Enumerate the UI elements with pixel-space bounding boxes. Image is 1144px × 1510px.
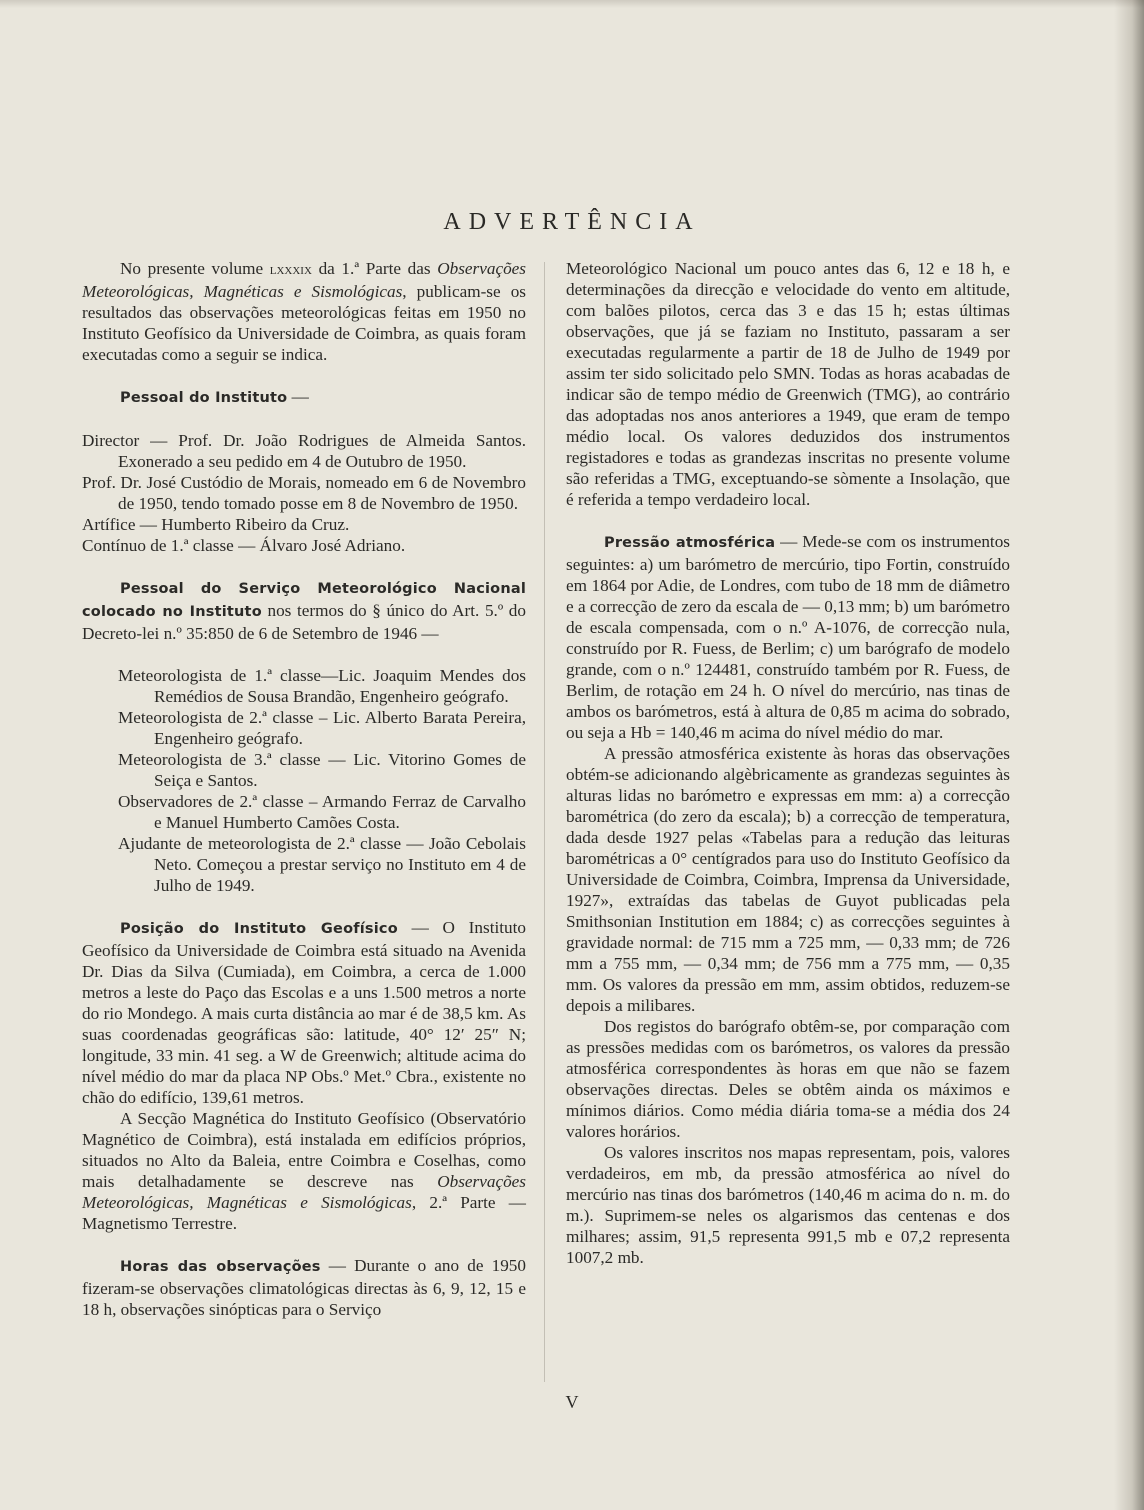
staff-item: Prof. Dr. José Custódio de Morais, nomeado em 6 de Novembro de 1950, tendo tomado posse em 8 de Novembro de 1950. (82, 473, 526, 513)
pressao-text: — Mede-se com os instrumentos seguintes: a) um barómetro de mercúrio, tipo Fortin, construído em 1864 por Adie, de Londres, com tubo de 18 mm de diâmetro e a correcção de zero da escala de — 0,13 mm; b) um barómetro de escala compensada, com o n.º A-1076, de correcção nula, construído por R. Fuess, de Berlim; c) um barógrafo de modelo grande, com o n.º 124481, construído também por R. Fuess, de Berlim, de rotação em 24 h. O nível do mercúrio, nas tinas de ambos os barómetros, está à altura de 0,85 m acima do sobrado, ou seja a Hb = 140,46 m acima do nível médio do mar. (566, 532, 1010, 742)
intro-text-a: No presente volume (120, 259, 270, 278)
heading-smn: Pessoal do Serviço Meteorológico Nacional colocado no Instituto (82, 581, 526, 620)
valores-paragraph: Os valores inscritos nos mapas representam, pois, valores verdadeiros, em mb, da pressão atmosférica ao nível do mercúrio nas tinas dos barómetros (140,46 m acima do n. m. do m.). Suprimem-se neles os algarismos das centenas e dos milhares; assim, 91,5 representa 991,5 mb e 07,2 representa 1007,2 mb. (566, 1143, 1010, 1267)
staff-item: Contínuo de 1.ª classe — Álvaro José Adriano. (82, 536, 406, 555)
heading-horas: Horas das observações (120, 1259, 321, 1275)
right-column (566, 258, 1010, 1268)
smn-staff-item: Meteorologista de 3.ª classe — Lic. Vitorino Gomes de Seiça e Santos. (118, 750, 526, 790)
column-divider (544, 262, 545, 1382)
staff-list (82, 430, 526, 556)
section-pessoal-heading (82, 386, 526, 409)
section-posicao (82, 917, 526, 1108)
horas-continuation: Meteorológico Nacional um pouco antes das 6, 12 e 18 h, e determinações da direcção e velocidade do vento em altitude, com balões pilotos, cerca das 3 e das 15 h; estas últimas observações, que já se faziam no Instituto, passaram a ser executadas regularmente a partir de 18 de Julho de 1949 por assim ter sido solicitado pelo SMN. Todas as horas acabadas de indicar são de tempo médio de Greenwich (TMG), ao contrário das adoptadas nos anos anteriores a 1949, que eram de tempo médio local. Os valores deduzidos dos instrumentos registadores e todas as grandezas inscritas no presente volume são referidas a TMG, exceptuando-se sòmente a Insolação, que é referida a tempo verdadeiro local. (566, 259, 1010, 509)
barografo-paragraph: Dos registos do barógrafo obtêm-se, por comparação com as pressões medidas com os barómetros, os valores da pressão atmosférica correspondentes às horas em que não se fazem observações directas. Deles se obtêm ainda os máximos e mínimos diários. Como média diária toma-se a média dos 24 valores horários. (566, 1017, 1010, 1141)
heading-posicao: Posição do Instituto Geofísico (120, 921, 398, 937)
intro-text-c: , publicam-se os resultados das observações meteorológicas feitas em 1950 no Instituto Geofísico da Universidade de Coimbra, as quais foram executadas como a seguir se indica. (82, 282, 526, 364)
section-seccao-magnetica (82, 1108, 526, 1234)
volume-number: lxxxix (269, 262, 312, 278)
smn-staff-item: Meteorologista de 2.ª classe – Lic. Alberto Barata Pereira, Engenheiro geógrafo. (118, 708, 526, 748)
section-smn (82, 577, 526, 644)
smn-staff-item: Observadores de 2.ª classe – Armando Ferraz de Carvalho e Manuel Humberto Camões Costa. (118, 792, 526, 832)
heading-pressao: Pressão atmosférica (604, 535, 776, 551)
page-number: V (565, 1392, 579, 1412)
smn-staff-item: Ajudante de meteorologista de 2.ª classe — João Cebolais Neto. Começou a prestar serviço no Instituto em 4 de Julho de 1949. (118, 834, 526, 895)
section-horas (82, 1255, 526, 1320)
staff-item: Artífice — Humberto Ribeiro da Cruz. (82, 515, 350, 534)
smn-staff-list (82, 665, 526, 896)
seccao-text: A Secção Magnética do Instituto Geofísico (Observatório Magnético de Coimbra), está instalada em edifícios próprios, situados no Alto da Baleia, entre Coimbra e Coselhas, como mais detalhadamente se descreve nas (82, 1109, 526, 1191)
page-top-edge (0, 0, 1144, 8)
page-title: ADVERTÊNCIA (443, 209, 701, 236)
posicao-text: — O Instituto Geofísico da Universidade de Coimbra está situado na Avenida Dr. Dias da Silva (Cumiada), em Coimbra, a cerca de 1.000 metros a leste do Paço das Escolas e a uns 1.500 metros a norte do rio Mondego. A mais curta distância ao mar é de 38,5 km. As suas coordenadas geográficas são: latitude, 40° 12′ 25″ N; longitude, 33 min. 41 seg. a W de Greenwich; altitude acima do nível médio do mar da placa NP Obs.º Met.º Cbra., existente no chão do edifício, 139,61 metros. (82, 918, 526, 1107)
section-pressao (566, 531, 1010, 743)
staff-item: Director — Prof. Dr. João Rodrigues de Almeida Santos. Exonerado a seu pedido em 4 de Outubro de 1950. (82, 431, 526, 471)
heading-pessoal: Pessoal do Instituto (120, 390, 288, 406)
intro-text-b: da 1.ª Parte das (311, 259, 438, 278)
pressao-paragraph-2: A pressão atmosférica existente às horas das observações obtém-se adicionando algèbricamente as grandezas seguintes às alturas lidas no barómetro e expressas em mm: a) a correcção barométrica (do zero da escala); b) a correcção de temperatura, dada desde 1927 pelas «Tabelas para a redução das leituras barométricas a 0° centígrados para uso do Instituto Geofísico da Universidade de Coimbra, Coimbra, Imprensa da Universidade, 1927», extraídas das tabelas de Guyot publicadas pela Smithsonian Institution em 1884; c) as correcções seguintes à gravidade normal: de 715 mm a 725 mm, — 0,33 mm; de 726 mm a 755 mm, — 0,34 mm; de 756 mm a 775 mm, — 0,35 mm. Os valores da pressão em mm, assim obtidos, reduzem-se depois a milibares. (566, 744, 1010, 1015)
smn-staff-item: Meteorologista de 1.ª classe—Lic. Joaquim Mendes dos Remédios de Sousa Brandão, Engenheiro geógrafo. (118, 666, 526, 706)
intro-paragraph (82, 258, 526, 365)
horas-text: — Durante o ano de 1950 fizeram-se observações climatológicas directas às 6, 9, 12, 15 e 18 h, observações sinópticas para o Serviço (82, 1256, 526, 1319)
smn-text: nos termos do § único do Art. 5.º do Decreto-lei n.º 35:850 de 6 de Setembro de 1946 — (82, 601, 526, 643)
seccao-text-end: , 2.ª Parte — Magnetismo Terrestre. (82, 1193, 526, 1233)
seccao-publication-title: Observações Meteorológicas, Magnéticas e Sismológicas (82, 1172, 526, 1212)
heading-pessoal-dash: — (287, 387, 309, 406)
publication-title: Observações Meteorológicas, Magnéticas e Sismológicas (82, 259, 526, 301)
left-column (82, 258, 526, 1320)
